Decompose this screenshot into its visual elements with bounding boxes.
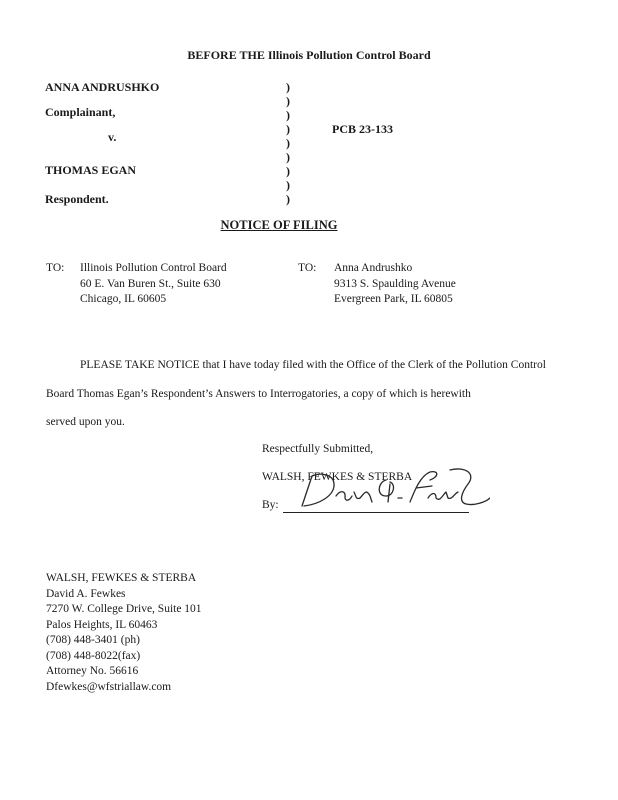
closing-text: Respectfully Submitted, <box>262 443 374 455</box>
notice-title: NOTICE OF FILING <box>220 218 338 232</box>
complainant-name: ANNA ANDRUSHKO <box>45 80 160 94</box>
address-line: 9313 S. Spaulding Avenue <box>334 277 456 290</box>
footer-line: 7270 W. College Drive, Suite 101 <box>46 603 202 615</box>
to-left-address <box>80 261 227 308</box>
signature-firm: WALSH, FEWKES & STERBA <box>262 471 413 483</box>
footer-line: Palos Heights, IL 60463 <box>46 618 158 631</box>
caption-paren: ) <box>286 164 290 178</box>
versus-label: v. <box>108 130 117 144</box>
to-left-label: TO: <box>46 262 65 274</box>
caption-paren: ) <box>286 150 290 164</box>
caption-paren: ) <box>286 122 290 136</box>
footer-line: David A. Fewkes <box>46 587 126 600</box>
handwritten-signature <box>290 462 490 512</box>
to-right-address <box>334 261 456 308</box>
email-link[interactable]: Dfewkes@wfstriallaw.com <box>46 680 172 693</box>
case-number: PCB 23-133 <box>332 122 393 136</box>
complainant-label: Complainant, <box>45 105 116 119</box>
page-title: BEFORE THE Illinois Pollution Control Board <box>187 48 431 62</box>
body-line-2: Board Thomas Egan’s Respondent’s Answers to Interrogatories, a copy of which is herewith <box>46 388 471 400</box>
caption-paren: ) <box>286 94 290 108</box>
address-line: Illinois Pollution Control Board <box>80 262 227 274</box>
footer-line: (708) 448-8022(fax) <box>46 649 141 662</box>
caption-paren: ) <box>286 136 290 150</box>
body-line-1: PLEASE TAKE NOTICE that I have today filed with the Office of the Clerk of the Pollution Control <box>80 359 546 371</box>
caption-paren: ) <box>286 108 290 122</box>
footer-line: WALSH, FEWKES & STERBA <box>46 572 197 584</box>
body-line-3: served upon you. <box>46 416 125 428</box>
caption-paren: ) <box>286 80 290 94</box>
firm-footer <box>46 571 202 695</box>
address-line: 60 E. Van Buren St., Suite 630 <box>80 277 221 290</box>
footer-line: Attorney No. 56616 <box>46 665 139 677</box>
address-line: Evergreen Park, IL 60805 <box>334 293 453 305</box>
caption-paren: ) <box>286 192 290 206</box>
address-line: Anna Andrushko <box>334 262 413 274</box>
to-right-label: TO: <box>298 262 317 274</box>
caption-paren: ) <box>286 178 290 192</box>
by-label: By: <box>262 499 279 511</box>
address-line: Chicago, IL 60605 <box>80 293 167 305</box>
respondent-name: THOMAS EGAN <box>45 163 137 177</box>
footer-line: (708) 448-3401 (ph) <box>46 634 140 646</box>
signature-line <box>283 512 469 513</box>
respondent-label: Respondent. <box>45 192 109 206</box>
